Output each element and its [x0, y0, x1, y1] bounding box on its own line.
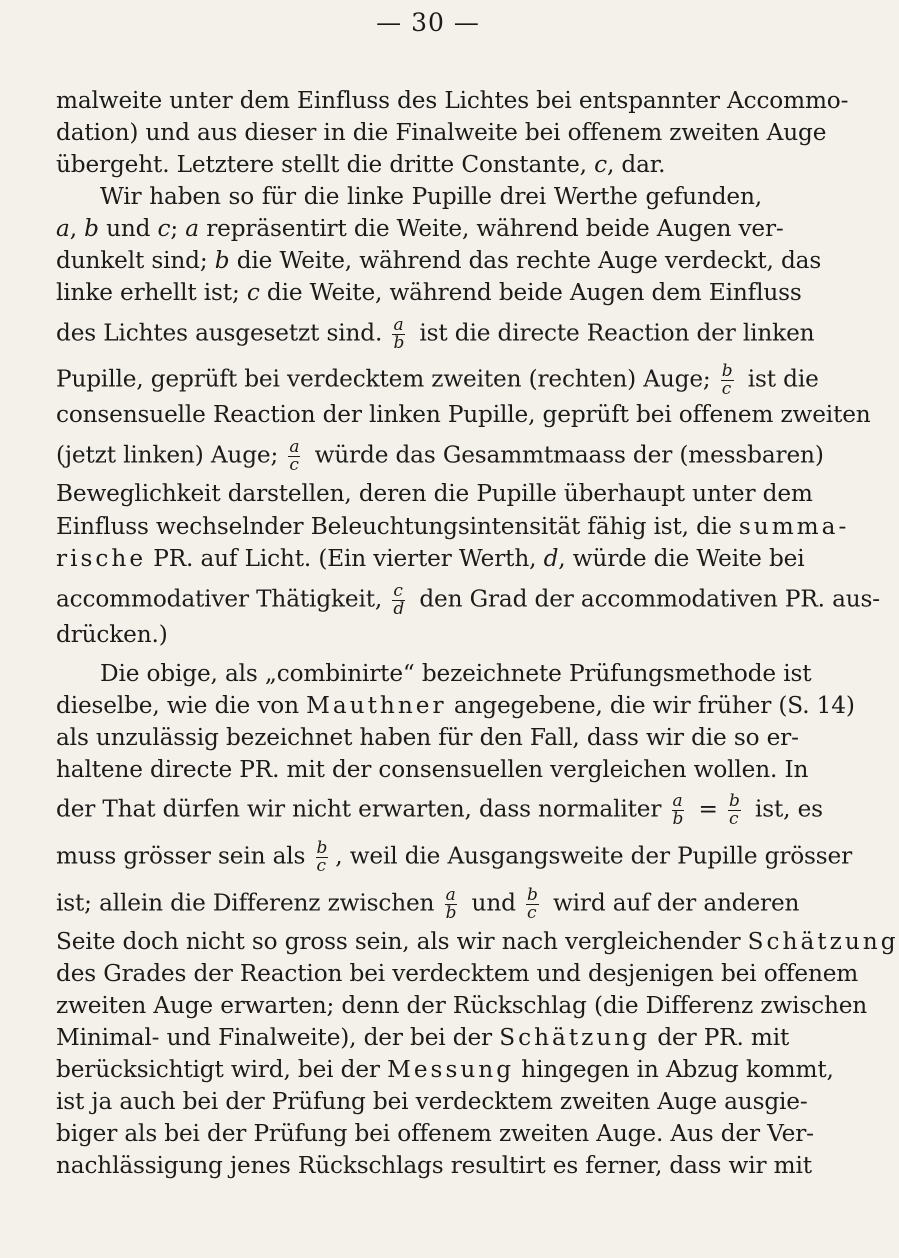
text-line: linke erhellt ist; c die Weite, während beide Augen dem Einfluss — [56, 279, 802, 306]
text-line: rische PR. auf Licht. (Ein vierter Werth, d, würde die Weite bei — [56, 545, 805, 572]
text-line: Einfluss wechselnder Beleuchtungsintensität fähig ist, die summa- — [56, 513, 850, 540]
fraction: $\frac{a}{b}$ — [393, 315, 405, 353]
page-number: — 30 — — [376, 8, 480, 37]
text-line: haltene directe PR. mit der consensuellen vergleichen wollen. In — [56, 756, 809, 783]
text-line: Seite doch nicht so gross sein, als wir nach vergleichender Schätzung — [56, 928, 899, 955]
text-line: drücken.) — [56, 621, 168, 648]
text-line: malweite unter dem Einfluss des Lichtes bei entspannter Accommo- — [56, 87, 849, 114]
text-line: accommodativer Thätigkeit, $\frac{c}{d}$ den Grad der accommodativen PR. aus- — [56, 581, 880, 619]
text-line: Pupille, geprüft bei verdecktem zweiten (rechten) Auge; $\frac{b}{c}$ ist die — [56, 361, 819, 399]
text-line: a, b und c; a repräsentirt die Weite, während beide Augen ver- — [56, 215, 784, 242]
text-line: dunkelt sind; b die Weite, während das rechte Auge verdeckt, das — [56, 247, 822, 274]
fraction: $\frac{b}{c}$ — [316, 838, 328, 876]
text-line: übergeht. Letztere stellt die dritte Constante, c, dar. — [56, 151, 666, 178]
text-line: Beweglichkeit darstellen, deren die Pupille überhaupt unter dem — [56, 480, 813, 507]
text-line: als unzulässig bezeichnet haben für den Fall, dass wir die so er- — [56, 724, 799, 751]
fraction: $\frac{a}{c}$ — [289, 437, 300, 475]
text-line: ist; allein die Differenz zwischen $\frac{a}{b}$ und $\frac{b}{c}$ wird auf der anderen — [56, 885, 800, 923]
text-line: consensuelle Reaction der linken Pupille, geprüft bei offenem zweiten — [56, 401, 871, 428]
text-line: zweiten Auge erwarten; denn der Rückschlag (die Differenz zwischen — [56, 992, 868, 1019]
text-line: (jetzt linken) Auge; $\frac{a}{c}$ würde das Gesammtmaass der (messbaren) — [56, 437, 824, 475]
text-line: berücksichtigt wird, bei der Messung hingegen in Abzug kommt, — [56, 1056, 834, 1083]
text-line: der That dürfen wir nicht erwarten, dass normaliter $\frac{a}{b}$ = $\frac{b}{c}$ ist, es — [56, 791, 823, 829]
text-line: Minimal- und Finalweite), der bei der Schätzung der PR. mit — [56, 1024, 790, 1051]
fraction: $\frac{b}{c}$ — [527, 885, 538, 923]
text-line: dieselbe, wie die von Mauthner angegebene, die wir früher (S. 14) — [56, 692, 855, 719]
text-line: Die obige, als „combinirte“ bezeichnete Prüfungsmethode ist — [100, 660, 812, 687]
fraction: $\frac{b}{c}$ — [721, 361, 733, 399]
text-line: biger als bei der Prüfung bei offenem zweiten Auge. Aus der Ver- — [56, 1120, 814, 1147]
text-line: muss grösser sein als $\frac{b}{c}$ , weil die Ausgangsweite der Pupille grösser — [56, 838, 853, 876]
text-line: nachlässigung jenes Rückschlags resultirt es ferner, dass wir mit — [56, 1152, 812, 1179]
text-line: des Lichtes ausgesetzt sind. $\frac{a}{b}$ ist die directe Reaction der linken — [56, 315, 815, 353]
text-line: dation) und aus dieser in die Finalweite bei offenem zweiten Auge — [56, 119, 827, 146]
fraction: $\frac{c}{d}$ — [393, 581, 405, 619]
text-line: des Grades der Reaction bei verdecktem und desjenigen bei offenem — [56, 960, 859, 987]
text-line: ist ja auch bei der Prüfung bei verdecktem zweiten Auge ausgie- — [56, 1088, 808, 1115]
text-line: Wir haben so für die linke Pupille drei Werthe gefunden, — [100, 183, 762, 210]
fraction: $\frac{a}{b}$ — [445, 885, 457, 923]
fraction: $\frac{b}{c}$ — [728, 791, 740, 829]
fraction: $\frac{a}{b}$ — [672, 791, 684, 829]
